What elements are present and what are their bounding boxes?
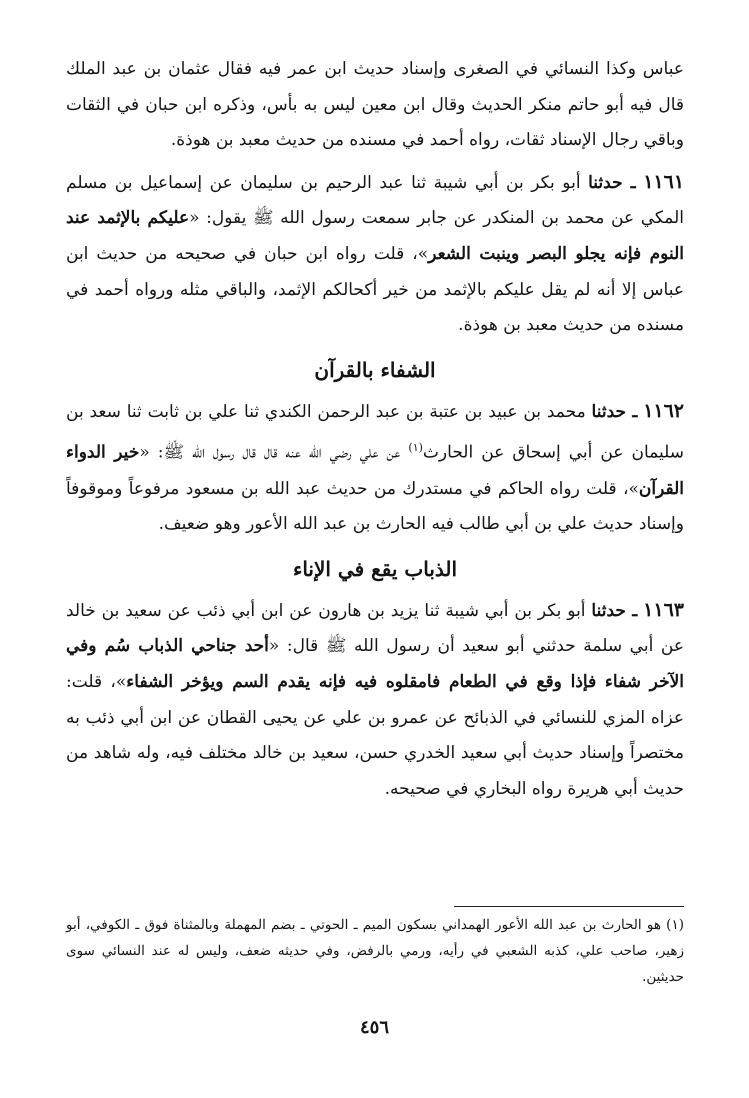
hadith-commentary: »، قلت رواه الحاكم في مستدرك من حديث عبد الله بن مسعود مرفوعاً وموقوفاً وإسناد حديث علي بن أبي طالب فيه الحارث بن عبد الله الأعور وهو ضعيف. (66, 478, 684, 535)
hadith-label: ـ حدثنا (588, 172, 636, 193)
page-number: ٤٥٦ (359, 1017, 389, 1038)
hadith-text-continued: عن علي رضي الله عنه قال قال رسول الله ﷺ: « (139, 443, 409, 463)
hadith-1161 (66, 165, 684, 344)
hadith-text: محمد بن عبيد بن عتبة بن عبد الرحمن الكندي ثنا علي بن ثابت ثنا سعد بن سليمان عن أبي إسحاق عن الحارث (66, 401, 684, 463)
footnote-1: (١) هو الحارث بن عبد الله الأعور الهمداني بسكون الميم ـ الحوتي ـ بضم المهملة وبالمثناة فوق ـ الكوفي، أبو زهير، صاحب علي، كذبه الشعبي في رأيه، ورمي بالرفض، وفي حديثه ضعف، وليس له عند النسائي سوى حديثين. (66, 917, 684, 985)
footnote-reference[interactable]: (١) (408, 441, 423, 455)
page-body (66, 52, 684, 807)
hadith-text: أبو بكر بن أبي شيبة ثنا عبد الرحيم بن سليمان عن إسماعيل بن مسلم المكي عن محمد بن المنكدر عن جابر سمعت رسول الله ﷺ يقول: « (66, 172, 684, 229)
hadith-matn: خير الدواء القرآن (66, 443, 684, 499)
hadith-number: ١١٦٣ (643, 598, 684, 621)
hadith-number: ١١٦٢ (643, 399, 685, 422)
paragraph-continuation (66, 52, 684, 159)
footnotes (66, 912, 684, 990)
hadith-number: ١١٦١ (643, 170, 685, 193)
hadith-1163 (66, 593, 684, 808)
hadith-text: أبو بكر بن أبي شيبة ثنا يزيد بن هارون عن ابن أبي ذئب عن سعيد بن خالد عن أبي سلمة حدثني أبو سعيد أن رسول الله ﷺ قال: « (66, 600, 684, 657)
hadith-matn: عليكم بالإثمد عند النوم فإنه يجلو البصر وينبت الشعر (66, 208, 684, 264)
section-heading-dhubab: الذباب يقع في الإناء (292, 556, 458, 581)
hadith-label: ـ حدثنا (591, 401, 638, 422)
section-heading-shifa: الشفاء بالقرآن (314, 357, 436, 382)
hadith-label: ـ حدثنا (591, 600, 638, 621)
hadith-1162 (66, 394, 684, 543)
hadith-matn: أحد جناحي الذباب سُم وفي الآخر شفاء فإذا وقع في الطعام فامقلوه فيه فإنه يقدم السم ويؤخر الشفاء (66, 636, 684, 692)
footnote-divider (454, 906, 684, 907)
hadith-commentary: »، قلت: عزاه المزي للنسائي في الذبائح عن عمرو بن علي عن يحيى القطان عن ابن أبي ذئب به مختصراً وإسناد حديث أبي سعيد الخدري حسن، سعيد بن خالد مختلف فيه، وله شاهد من حديث أبي هريرة رواه البخاري في صحيحه. (66, 671, 684, 799)
hadith-commentary: »، قلت رواه ابن حبان في صحيحه من حديث ابن عباس إلا أنه لم يقل عليكم بالإثمد من خير أكحالكم الإثمد، والباقي مثله ورواه أحمد في مسنده من حديث معبد بن هوذة. (66, 243, 684, 336)
paragraph-text: عباس وكذا النسائي في الصغرى وإسناد حديث ابن عمر فيه فقال عثمان بن عبد الملك قال فيه أبو حاتم منكر الحديث وقال ابن معين ليس به بأس، وذكره ابن حبان في الثقات وباقي رجال الإسناد ثقات، رواه أحمد في مسنده من حديث معبد بن هوذة. (66, 59, 684, 151)
